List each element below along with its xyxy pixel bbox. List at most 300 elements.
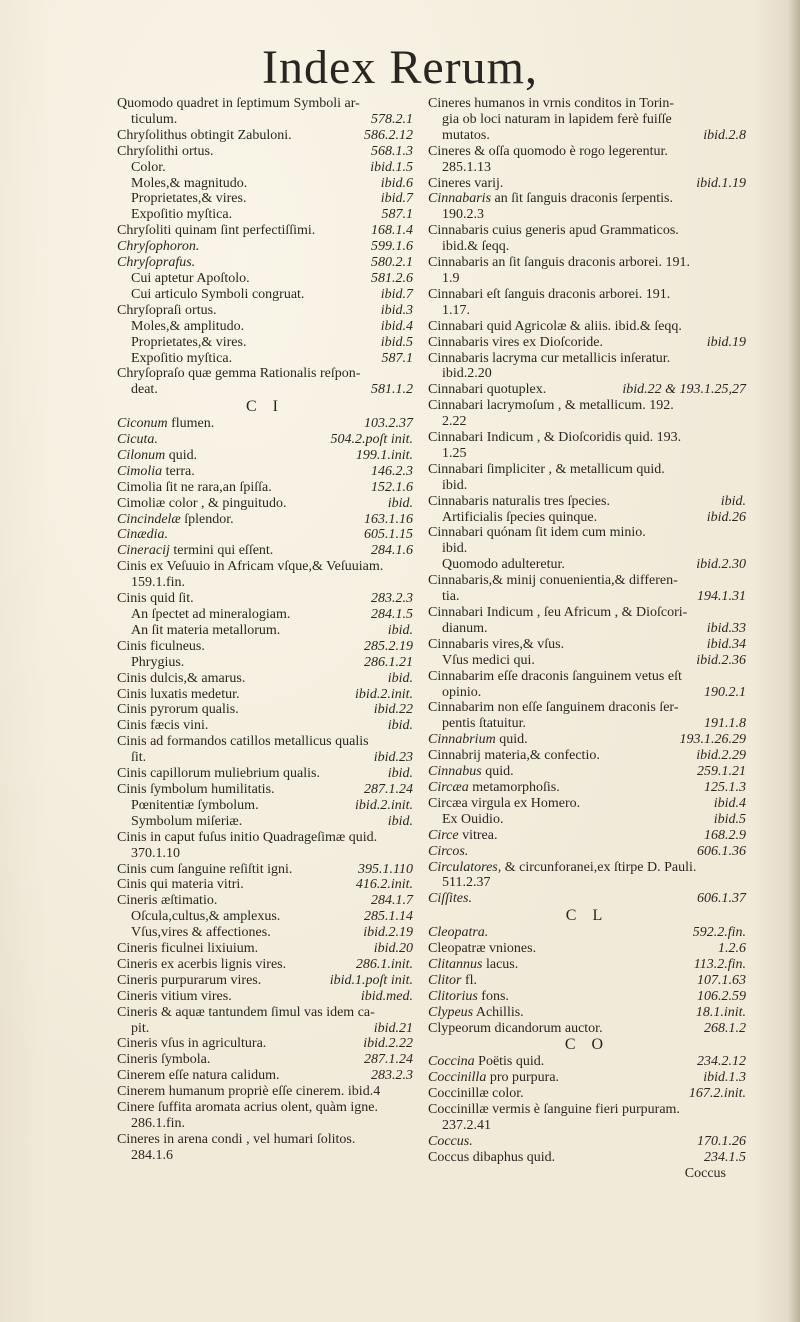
entry-continuation: [428, 414, 746, 430]
entry-text: Phrygius.: [131, 654, 185, 670]
entry-text: Coccinilla pro purpura.: [428, 1070, 560, 1086]
index-entry: [428, 1134, 746, 1150]
entry-continuation: [428, 207, 746, 223]
entry-text: Cui aptetur Apoſtolo.: [131, 270, 250, 286]
entry-text: Chryſoprafus.: [117, 255, 196, 271]
page-reference: 234.2.12: [697, 1054, 746, 1070]
entry-continuation-text: 1.25: [442, 445, 467, 461]
entry-text: Cineris & aquæ tantundem ſimul vas idem ca-: [117, 1004, 375, 1020]
entry-text: Coccus dibaphus quid.: [428, 1149, 556, 1165]
entry-text: Cinnabaris lacryma cur metallicis inſeratur.: [428, 350, 671, 366]
page-reference: 152.1.6: [371, 479, 413, 495]
index-entry: [117, 207, 413, 223]
entry-continuation: [428, 685, 746, 701]
entry-continuation-text: dianum.: [442, 620, 488, 636]
index-entry: [428, 860, 746, 892]
index-entry: [428, 398, 746, 430]
index-entry: [117, 351, 413, 367]
entry-text: Chryſopraſi ortus.: [117, 302, 217, 318]
entry-text: Cinis ficulneus.: [117, 638, 205, 654]
page-reference: 1.2.6: [718, 941, 746, 957]
index-entry: [117, 1068, 413, 1084]
index-entry: [117, 798, 413, 814]
entry-text: Cincindelæ ſplendor.: [117, 511, 234, 527]
entry-text: Artificialis ſpecies quinque.: [442, 509, 598, 525]
entry-text: Cilonum quid.: [117, 447, 198, 463]
index-entry: [428, 510, 746, 526]
page-reference: ibid.7: [380, 191, 413, 207]
entry-text: Clypeus Achillis.: [428, 1004, 524, 1020]
index-entry: [428, 144, 746, 176]
entry-text: Coccinillæ vermis è ſanguine fieri purpuram.: [428, 1102, 680, 1118]
page-reference: 284.1.7: [371, 893, 413, 909]
entry-continuation: [117, 1021, 413, 1037]
page-reference: ibid.4: [380, 318, 413, 334]
entry-continuation: [428, 446, 746, 462]
entry-text: Cinerem humanum propriè eſſe cinerem. ibid.4: [117, 1084, 381, 1100]
page-reference: ibid.4: [713, 795, 746, 811]
index-entry: [428, 764, 746, 780]
index-entry: [428, 812, 746, 828]
page-reference: ibid.1.19: [696, 175, 746, 191]
section-heading: C O: [564, 1036, 610, 1054]
entry-text: Color.: [131, 159, 166, 175]
entry-continuation-text: pentis ſtatuitur.: [442, 716, 526, 732]
page-reference: 568.1.3: [371, 143, 413, 159]
page-reference: ibid.: [387, 718, 413, 734]
index-entry: [117, 480, 413, 496]
page-reference: 113.2.fin.: [693, 956, 746, 972]
entry-text: Cinnabaris vires,& vſus.: [428, 636, 565, 652]
index-entry: [428, 732, 746, 748]
page-reference: ibid.2.22: [363, 1036, 413, 1052]
entry-text: Ex Ouidio.: [442, 811, 504, 827]
page-reference: 578.2.1: [371, 111, 413, 127]
index-entry: [428, 637, 746, 653]
page-reference: 163.1.16: [364, 511, 413, 527]
page-reference: ibid.22 & 193.1.25,27: [622, 382, 746, 398]
index-entry: [428, 828, 746, 844]
page-reference: 581.2.6: [371, 270, 413, 286]
entry-text: Clypeorum dicandorum auctor.: [428, 1020, 603, 1036]
index-entry: [117, 464, 413, 480]
entry-text: Circos.: [428, 843, 469, 859]
page-reference: 592.2.fin.: [692, 925, 746, 941]
entry-continuation: [428, 621, 746, 637]
index-entry: [117, 1100, 413, 1132]
entry-text: Cinnabari quotuplex.: [428, 382, 547, 398]
page-reference: 287.1.24: [364, 1052, 413, 1068]
entry-continuation-text: 1.17.: [442, 302, 470, 318]
index-entry: [428, 1086, 746, 1102]
page-reference: 234.1.5: [704, 1149, 746, 1165]
page-reference: ibid.: [387, 622, 413, 638]
page-reference: ibid.5: [380, 334, 413, 350]
index-entry: [428, 780, 746, 796]
index-entry: [117, 496, 413, 512]
entry-text: Cinnabarim non eſſe ſanguinem draconis ſer-: [428, 700, 679, 716]
entry-text: Cinnabaris an ſit ſanguis draconis ſerpentis.: [428, 191, 673, 207]
entry-continuation-text: deat.: [131, 382, 158, 398]
index-entry: [428, 748, 746, 764]
page-reference: ibid.: [387, 813, 413, 829]
entry-continuation-text: pit.: [131, 1020, 150, 1036]
index-entry: [428, 925, 746, 941]
entry-text: Cleopatra.: [428, 925, 489, 941]
page-reference: 606.1.37: [697, 891, 746, 907]
index-entry: [117, 655, 413, 671]
entry-text: Clitor fl.: [428, 972, 478, 988]
index-entry: [117, 1132, 413, 1164]
entry-text: Cinis ſymbolum humilitatis.: [117, 781, 275, 797]
index-entry: [428, 891, 746, 907]
page-reference: 167.2.init.: [688, 1086, 746, 1102]
index-entry: [428, 319, 746, 335]
entry-continuation: [428, 1118, 746, 1134]
index-entry: [428, 1102, 746, 1134]
index-entry: [117, 416, 413, 432]
index-entry: [117, 287, 413, 303]
entry-continuation-text: ſit.: [131, 750, 147, 766]
page-reference: ibid.7: [380, 286, 413, 302]
entry-continuation-text: 511.2.37: [442, 875, 491, 891]
entry-text: Cicuta.: [117, 432, 158, 448]
entry-continuation: [428, 478, 746, 494]
entry-text: Chryſoliti quinam ſint perfectiſſimi.: [117, 223, 316, 239]
index-entry: [428, 669, 746, 701]
index-entry: [428, 973, 746, 989]
entry-text: Coccina Poëtis quid.: [428, 1054, 545, 1070]
entry-text: Oſcula,cultus,& amplexus.: [131, 909, 281, 925]
entry-continuation: [428, 160, 746, 176]
entry-continuation: [428, 366, 746, 382]
entry-text: Cimolia terra.: [117, 463, 195, 479]
page-reference: 587.1: [381, 207, 413, 223]
page-reference: 581.1.2: [371, 382, 413, 398]
entry-text: Cinis quid ſit.: [117, 591, 194, 607]
entry-text: Chryſolithus obtingit Zabuloni.: [117, 127, 292, 143]
entry-text: Cleopatræ vniones.: [428, 941, 537, 957]
entry-continuation-text: ibid.: [442, 477, 468, 493]
page-reference: ibid.34: [706, 636, 746, 652]
entry-text: Cinnabari Indicum , & Dioſcoridis quid. 193.: [428, 430, 682, 446]
entry-continuation: [428, 271, 746, 287]
index-entry: [117, 448, 413, 464]
page-reference: 504.2.poſt init.: [330, 432, 413, 448]
entry-continuation-text: ibid.& ſeqq.: [442, 239, 510, 255]
page-reference: ibid.1.5: [370, 159, 413, 175]
entry-continuation-text: 237.2.41: [442, 1118, 491, 1133]
section-heading: C L: [565, 907, 609, 925]
index-entry: [428, 1005, 746, 1021]
entry-text: Cinædia.: [117, 527, 168, 543]
entry-text: Cineris æſtimatio.: [117, 893, 218, 909]
entry-continuation: [428, 239, 746, 255]
page-reference: ibid.2.19: [363, 925, 413, 941]
entry-text: Proprietates,& vires.: [131, 334, 247, 350]
entry-text: Vſus medici qui.: [442, 652, 535, 668]
entry-continuation-text: 190.2.3: [442, 207, 484, 223]
index-entry: [428, 796, 746, 812]
index-entry: [428, 653, 746, 669]
entry-text: Cinis dulcis,& amarus.: [117, 670, 246, 686]
entry-text: Quomodo adulteretur.: [442, 557, 565, 573]
index-entry: [428, 255, 746, 287]
index-entry: [428, 351, 746, 383]
entry-text: Cineris ficulnei lixiuium.: [117, 941, 259, 957]
entry-continuation: [117, 382, 413, 398]
entry-text: Cinis luxatis medetur.: [117, 686, 240, 702]
entry-continuation: [117, 112, 413, 128]
page-reference: 193.1.26.29: [679, 732, 746, 748]
entry-text: Moles,& magnitudo.: [131, 175, 248, 191]
page-reference: ibid.22: [373, 702, 413, 718]
entry-text: Cineris ſymbola.: [117, 1052, 211, 1068]
right-column: [428, 96, 746, 1182]
entry-text: Cineris vitium vires.: [117, 988, 232, 1004]
page-reference: ibid.19: [706, 334, 746, 350]
index-entry: [117, 909, 413, 925]
entry-continuation-text: ticulum.: [131, 111, 178, 127]
index-entry: [117, 144, 413, 160]
index-entry: [428, 430, 746, 462]
entry-text: Circæa virgula ex Homero.: [428, 795, 581, 811]
page-reference: ibid.2.init.: [355, 797, 413, 813]
entry-text: Chryſophoron.: [117, 239, 200, 255]
index-entry: [428, 700, 746, 732]
section-heading: C I: [246, 398, 284, 416]
page-reference: 106.2.59: [697, 988, 746, 1004]
entry-continuation: [117, 750, 413, 766]
index-entry: [117, 766, 413, 782]
entry-continuation-text: 370.1.10: [131, 845, 180, 861]
entry-text: Chryſolithi ortus.: [117, 143, 214, 159]
entry-text: An ſpectet ad mineralogiam.: [131, 607, 291, 622]
index-entry: [117, 512, 413, 528]
page-reference: 191.1.8: [704, 716, 746, 732]
index-entry: [117, 527, 413, 543]
index-entry: [117, 862, 413, 878]
entry-text: Vſus,vires & affectiones.: [131, 925, 271, 941]
page-reference: ibid.23: [373, 750, 413, 766]
entry-text: Cineris purpurarum vires.: [117, 972, 262, 988]
entry-text: Quomodo quadret in ſeptimum Symboli ar-: [117, 96, 360, 111]
page-reference: 586.2.12: [364, 127, 413, 143]
page-reference: ibid.med.: [360, 988, 413, 1004]
entry-text: Clitannus lacus.: [428, 956, 519, 972]
entry-continuation-text: 284.1.6: [131, 1147, 173, 1163]
page-reference: 283.2.3: [371, 591, 413, 607]
page-reference: ibid.2.36: [696, 652, 746, 668]
page-reference: ibid.33: [706, 620, 746, 636]
entry-text: Cineres humanos in vrnis conditos in Torin-: [428, 96, 675, 111]
index-entry: [117, 559, 413, 591]
page-reference: ibid.3: [380, 302, 413, 318]
index-entry: [428, 1070, 746, 1086]
index-entry: [428, 462, 746, 494]
entry-text: Cinnabaris vires ex Dioſcoride.: [428, 334, 603, 350]
page-reference: ibid.2.29: [696, 748, 746, 764]
entry-text: Cinnabari Indicum , ſeu Africum , & Dioſcori-: [428, 605, 688, 620]
index-entry: [117, 925, 413, 941]
page-reference: 168.2.9: [704, 827, 746, 843]
page-reference: 587.1: [381, 350, 413, 366]
page-reference: 168.1.4: [371, 223, 413, 239]
entry-text: Ciconum flumen.: [117, 416, 215, 432]
index-entry: [117, 718, 413, 734]
entry-text: Cinis ad formandos catillos metallicus qualis: [117, 734, 369, 750]
index-entry: [428, 605, 746, 637]
page-reference: ibid.: [387, 766, 413, 782]
index-entry: [428, 176, 746, 192]
entry-text: Cinnabrium quid.: [428, 732, 528, 748]
index-entry: [117, 623, 413, 639]
entry-text: Cineres varij.: [428, 175, 504, 191]
page-reference: 395.1.110: [358, 861, 413, 877]
entry-text: Cinnabari ſimpliciter , & metallicum quid.: [428, 461, 665, 477]
index-entry: [117, 223, 413, 239]
entry-text: Coccinillæ color.: [428, 1086, 524, 1102]
index-entry: [428, 1054, 746, 1070]
index-entry: [117, 877, 413, 893]
catchword: Coccus: [684, 1165, 726, 1181]
index-entry: [117, 973, 413, 989]
index-entry: [117, 814, 413, 830]
page-reference: 268.1.2: [704, 1020, 746, 1036]
entry-continuation: [428, 875, 746, 891]
entry-text: Cinnabrij materia,& confectio.: [428, 748, 600, 764]
index-entry: [117, 191, 413, 207]
entry-text: Cinnabaris an ſit ſanguis draconis arborei. 191.: [428, 255, 691, 271]
index-entry: [428, 989, 746, 1005]
entry-continuation-text: 285.1.13: [442, 159, 491, 175]
entry-text: Circulatores, & circunforanei,ex ſtirpe D. Pauli.: [428, 859, 697, 875]
index-entry: [117, 255, 413, 271]
page-reference: 286.1.init.: [355, 956, 413, 972]
index-entry: [428, 287, 746, 319]
page-reference: 194.1.31: [697, 589, 746, 605]
index-entry: [117, 671, 413, 687]
entry-text: Proprietates,& vires.: [131, 191, 247, 207]
entry-text: Expoſitio myſtica.: [131, 350, 233, 366]
index-entry: [117, 957, 413, 973]
index-entry: [117, 639, 413, 655]
entry-text: Ciſſites.: [428, 891, 472, 907]
index-entry: [428, 96, 746, 144]
page-reference: 285.1.14: [364, 909, 413, 925]
index-entry: [428, 844, 746, 860]
index-entry: [117, 271, 413, 287]
page-reference: ibid.21: [373, 1020, 413, 1036]
page-reference: ibid.: [387, 495, 413, 511]
entry-continuation: [428, 128, 746, 144]
page-reference: 285.2.19: [364, 638, 413, 654]
index-entry: [117, 176, 413, 192]
entry-continuation: gia ob loci naturam in lapidem ferè fuiſſe: [442, 111, 672, 127]
index-entry: [117, 335, 413, 351]
entry-text: Expoſitio myſtica.: [131, 207, 233, 223]
index-entry: [428, 335, 746, 351]
index-entry: [117, 607, 413, 623]
index-entry: [117, 128, 413, 144]
index-entry: [117, 1005, 413, 1037]
index-entry: [117, 734, 413, 766]
entry-text: Clitorius fons.: [428, 988, 509, 1004]
entry-continuation-text: mutatos.: [442, 127, 490, 143]
page-reference: 170.1.26: [697, 1133, 746, 1149]
page-reference: 599.1.6: [371, 239, 413, 255]
page-reference: ibid.2.8: [703, 127, 746, 143]
index-entry: [117, 160, 413, 176]
page-reference: 259.1.21: [697, 764, 746, 780]
index-entry: [117, 782, 413, 798]
entry-continuation-text: 159.1.fin.: [131, 575, 186, 591]
index-entry: [117, 432, 413, 448]
page-reference: 284.1.6: [371, 543, 413, 559]
entry-continuation: [117, 1148, 413, 1164]
entry-text: Chryſopraſo quæ gemma Rationalis reſpon-: [117, 366, 361, 382]
page-reference: 286.1.21: [364, 654, 413, 670]
entry-continuation: [117, 1116, 413, 1132]
page-reference: ibid.6: [380, 175, 413, 191]
entry-text: Cineris vſus in agricultura.: [117, 1036, 267, 1052]
page-reference: 107.1.63: [697, 972, 746, 988]
page-reference: 18.1.init.: [695, 1004, 746, 1020]
entry-text: Cineracij termini qui eſſent.: [117, 543, 274, 559]
index-entry: [428, 525, 746, 557]
index-entry: [428, 1021, 746, 1037]
entry-continuation-text: tia.: [442, 589, 460, 605]
entry-continuation-text: 2.22: [442, 414, 467, 430]
entry-text: Coccus.: [428, 1133, 473, 1149]
entry-text: Cinnabari quónam ſit idem cum minio.: [428, 525, 646, 541]
index-entry: [117, 366, 413, 398]
entry-continuation: [117, 846, 413, 862]
index-entry: [428, 382, 746, 398]
index-entry: [117, 96, 413, 128]
entry-text: Cinnabaris naturalis tres ſpecies.: [428, 493, 610, 509]
page-reference: 190.2.1: [704, 684, 746, 700]
entry-text: Cinis capillorum muliebrium qualis.: [117, 766, 320, 782]
entry-text: Cinerem eſſe natura calidum.: [117, 1068, 280, 1084]
entry-text: Cinis pyrorum qualis.: [117, 702, 239, 718]
page-reference: 146.2.3: [371, 463, 413, 479]
entry-text: Cinis in caput fuſus initio Quadrageſimæ quid.: [117, 829, 378, 845]
page-reference: 287.1.24: [364, 781, 413, 797]
index-entry: [117, 319, 413, 335]
entry-continuation: [428, 716, 746, 732]
entry-text: Cimolia ſit ne rara,an ſpiſſa.: [117, 479, 272, 495]
page-edge: [788, 0, 800, 1322]
index-entry: [428, 557, 746, 573]
entry-text: Cinnabus quid.: [428, 764, 514, 780]
index-entry: [117, 1036, 413, 1052]
index-entry: [428, 191, 746, 223]
index-entry: [117, 591, 413, 607]
page-reference: 283.2.3: [371, 1068, 413, 1084]
entry-text: Cinnabari quid Agricolæ & aliis. ibid.& ſeqq.: [428, 318, 682, 334]
page-reference: 199.1.init.: [355, 447, 413, 463]
index-entry: [428, 573, 746, 605]
index-entry: [428, 957, 746, 973]
index-entry: [117, 543, 413, 559]
entry-text: Cinis fæcis vini.: [117, 718, 209, 734]
index-entry: [117, 893, 413, 909]
index-entry: [117, 702, 413, 718]
entry-text: Cinis ex Veſuuio in Africam vſque,& Veſuuiam.: [117, 559, 384, 575]
entry-continuation-text: ibid.2.20: [442, 366, 492, 382]
index-entry: [117, 830, 413, 862]
